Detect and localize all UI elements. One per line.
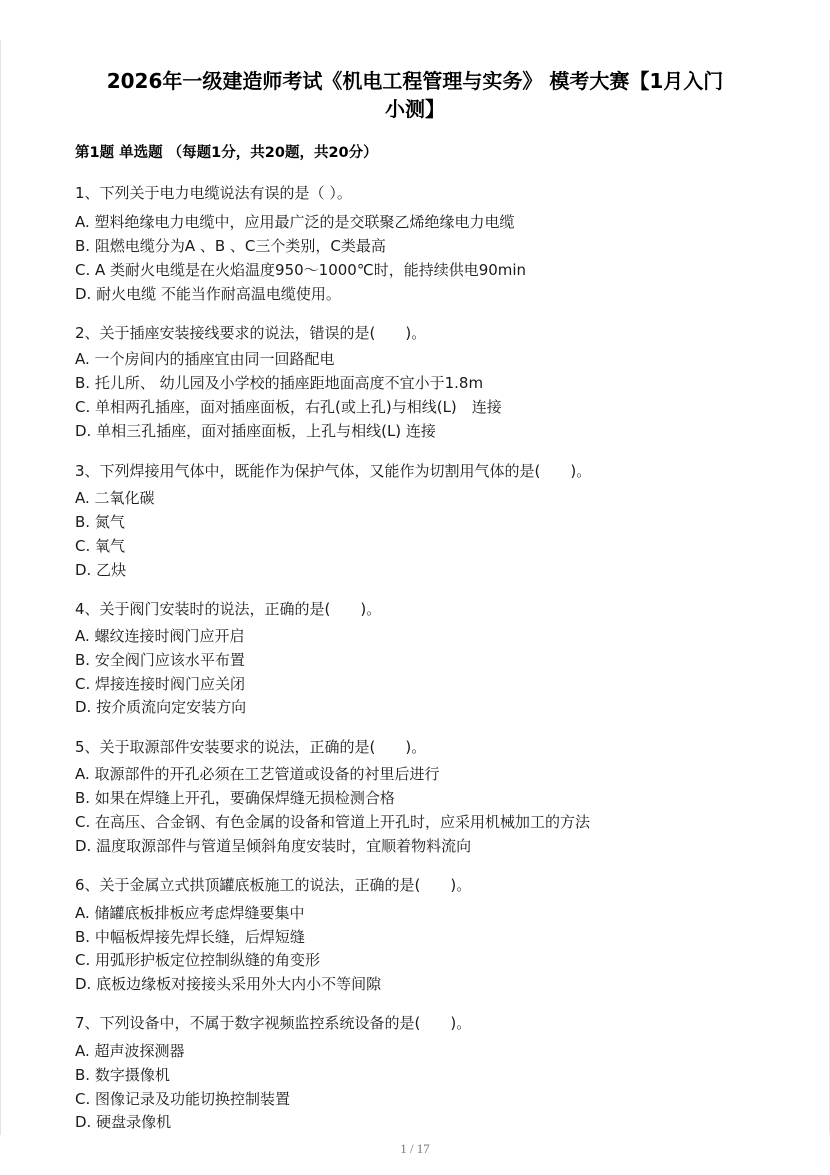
- option-b: B. 托儿所、 幼儿园及小学校的插座距地面高度不宜小于1.8m: [75, 374, 484, 392]
- option-c: C. 在高压、合金钢、有色金属的设备和管道上开孔时，应采用机械加工的方法: [75, 813, 591, 831]
- question-stem: 6、关于金属立式拱顶罐底板施工的说法，正确的是( )。: [75, 876, 472, 894]
- question-stem: 3、下列焊接用气体中，既能作为保护气体，又能作为切割用气体的是( )。: [75, 462, 592, 480]
- option-a: A. 一个房间内的插座宜由同一回路配电: [75, 350, 335, 368]
- option-a: A. 取源部件的开孔必须在工艺管道或设备的衬里后进行: [75, 765, 440, 783]
- option-d: D. 单相三孔插座，面对插座面板，上孔与相线(L) 连接: [75, 422, 436, 440]
- option-d: D. 耐火电缆 不能当作耐高温电缆使用。: [75, 285, 341, 303]
- option-a: A. 螺纹连接时阀门应开启: [75, 627, 245, 645]
- question-stem: 4、关于阀门安装时的说法，正确的是( )。: [75, 600, 382, 618]
- option-d: D. 底板边缘板对接接头采用外大内小不等间隙: [75, 975, 382, 993]
- section-header: 第1题 单选题 （每题1分，共20题，共20分）: [75, 145, 378, 161]
- question-stem: 1、下列关于电力电缆说法有误的是（ ）。: [75, 184, 352, 202]
- option-a: A. 超声波探测器: [75, 1042, 185, 1060]
- option-c: C. 单相两孔插座，面对插座面板，右孔(或上孔)与相线(L) 连接: [75, 398, 502, 416]
- option-a: A. 储罐底板排板应考虑焊缝要集中: [75, 904, 305, 922]
- question-stem: 5、关于取源部件安装要求的说法，正确的是( )。: [75, 738, 427, 756]
- option-a: A. 二氧化碳: [75, 489, 155, 507]
- option-c: C. 氧气: [75, 537, 126, 555]
- option-b: B. 数字摄像机: [75, 1066, 170, 1084]
- question-stem: 2、关于插座安装接线要求的说法，错误的是( )。: [75, 324, 427, 342]
- option-d: D. 乙炔: [75, 561, 127, 579]
- option-b: B. 如果在焊缝上开孔，要确保焊缝无损检测合格: [75, 789, 395, 807]
- option-c: C. 图像记录及功能切换控制装置: [75, 1090, 291, 1108]
- option-b: B. 氮气: [75, 513, 125, 531]
- title-line-1: 2026年一级建造师考试《机电工程管理与实务》 模考大赛【1月入门: [106, 69, 724, 93]
- document-page: [0, 40, 830, 1135]
- option-b: B. 阻燃电缆分为A 、B 、C三个类别，C类最高: [75, 237, 386, 255]
- option-c: C. 焊接连接时阀门应关闭: [75, 675, 246, 693]
- option-b: B. 中幅板焊接先焊长缝，后焊短缝: [75, 928, 305, 946]
- option-c: C. A 类耐火电缆是在火焰温度950～1000℃时，能持续供电90min: [75, 261, 527, 279]
- option-d: D. 硬盘录像机: [75, 1113, 172, 1131]
- title-line-2: 小测】: [385, 97, 445, 121]
- option-a: A. 塑料绝缘电力电缆中，应用最广泛的是交联聚乙烯绝缘电力电缆: [75, 213, 515, 231]
- question-stem: 7、下列设备中，不属于数字视频监控系统设备的是( )。: [75, 1014, 472, 1032]
- document-title: [60, 67, 770, 123]
- option-b: B. 安全阀门应该水平布置: [75, 651, 245, 669]
- page-indicator: 1 / 17: [400, 1141, 430, 1156]
- option-c: C. 用弧形护板定位控制纵缝的角变形: [75, 951, 321, 969]
- option-d: D. 按介质流向定安装方向: [75, 698, 247, 716]
- option-d: D. 温度取源部件与管道呈倾斜角度安装时，宜顺着物料流向: [75, 837, 472, 855]
